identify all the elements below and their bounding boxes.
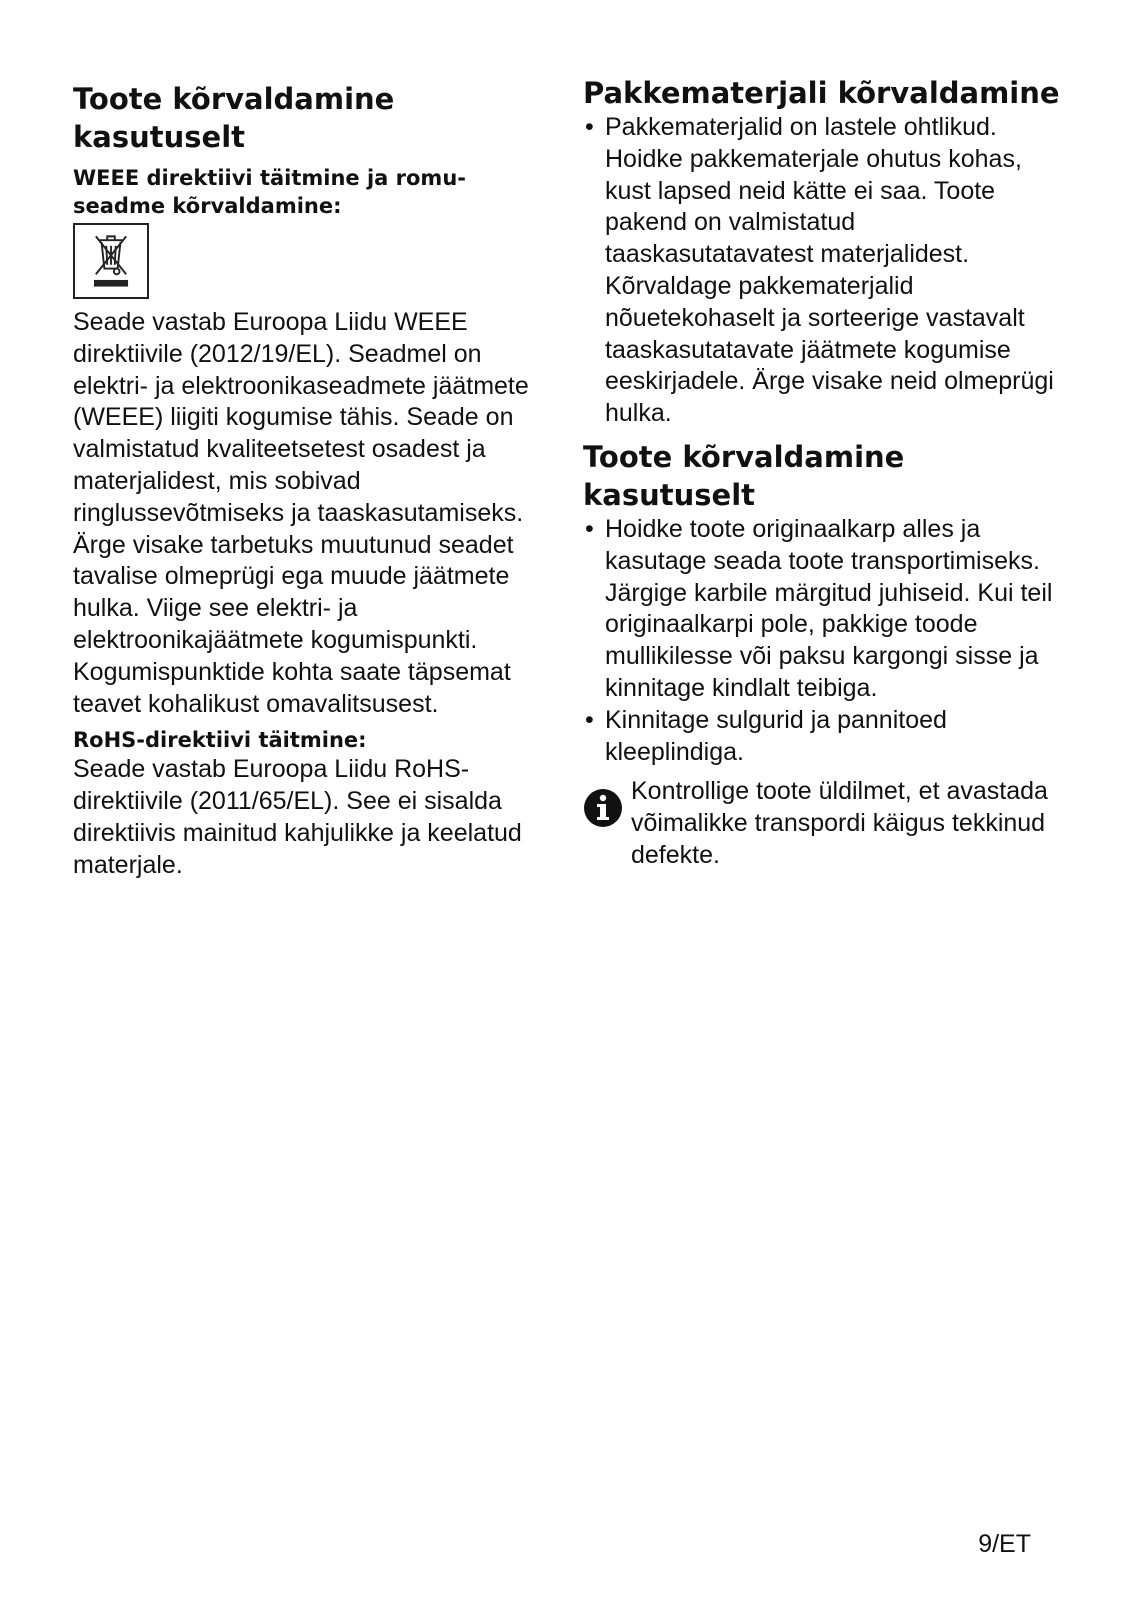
left-column [73, 80, 548, 882]
section-heading-product-disposal: Toote kõrvaldamine kasutuselt [73, 82, 395, 154]
list-item: • Kinnitage sulgurid ja pannitoed kleeplindiga. [583, 705, 1063, 769]
list-item: • Pakkematerjalid on lastele ohtlikud. Hoidke pakkematerjale ohutus kohas, kust lapsed neid kätte ei saa. Toote pakend on valmistatud taaskasutatavatest materjalidest. Kõrvaldage pakkematerjalid nõuetekohaselt ja sorteerige vastavalt taaskasutatavate jäätmete kogumise eeskirjadele. Ärge visake neid olmeprügi hulka. [583, 112, 1063, 430]
rohs-text: Seade vastab Euroopa Liidu RoHS-direktiivile (2011/65/EL). See ei sisalda direktiivis mainitud kahjulikke ja keelatud materjale. [73, 755, 522, 879]
info-note [583, 776, 1063, 871]
info-note-text: Kontrollige toote üldilmet, et avastada võimalikke transpordi käigus tekkinud defekte. [631, 777, 1048, 869]
section-heading-packaging-disposal: Pakkematerjali kõrvaldamine [583, 76, 1060, 110]
crossed-out-wheelie-bin-icon [73, 223, 149, 299]
disposal-list [583, 514, 1063, 768]
list-item: • Hoidke toote originaalkarp alles ja kasutage seada toote transportimiseks. Järgige karbile märgitud juhiseid. Kui teil originaalkarpi pole, pakkige toode mullikilesse või paksu kargongi sisse ja kinnitage kindlalt teibiga. [583, 514, 1063, 705]
right-column [583, 76, 1063, 872]
packaging-list [583, 112, 1063, 430]
weee-text: Seade vastab Euroopa Liidu WEEE direktiivile (2012/19/EL). Seadmel on elektri- ja elektroonikaseadmete jäätmete (WEEE) liigiti kogumise tähis. Seade on valmistatud kvaliteetsetest osadest ja materjalidest, mis sobivad ringlussevõtmiseks ja taaskasutamiseks. Ärge visake tarbetuks muutunud seadet tavalise olmeprügi ega muude jäätmete hulka. Viige see elektri- ja elektroonikajäätmete kogumispunkti. Kogumispunktide kohta saate täpsemat teavet kohalikust omavalitsusest. [73, 308, 529, 718]
section-heading-product-disposal-2: Toote kõrvaldamine kasutuselt [583, 439, 905, 512]
rohs-subheading: RoHS-direktiivi täitmine: [73, 728, 367, 753]
page-number: 9/ET [978, 1530, 1031, 1558]
weee-subheading: WEEE direktiivi täitmine ja romu-seadme kõrvaldamine: [73, 166, 466, 218]
info-icon [583, 788, 623, 828]
